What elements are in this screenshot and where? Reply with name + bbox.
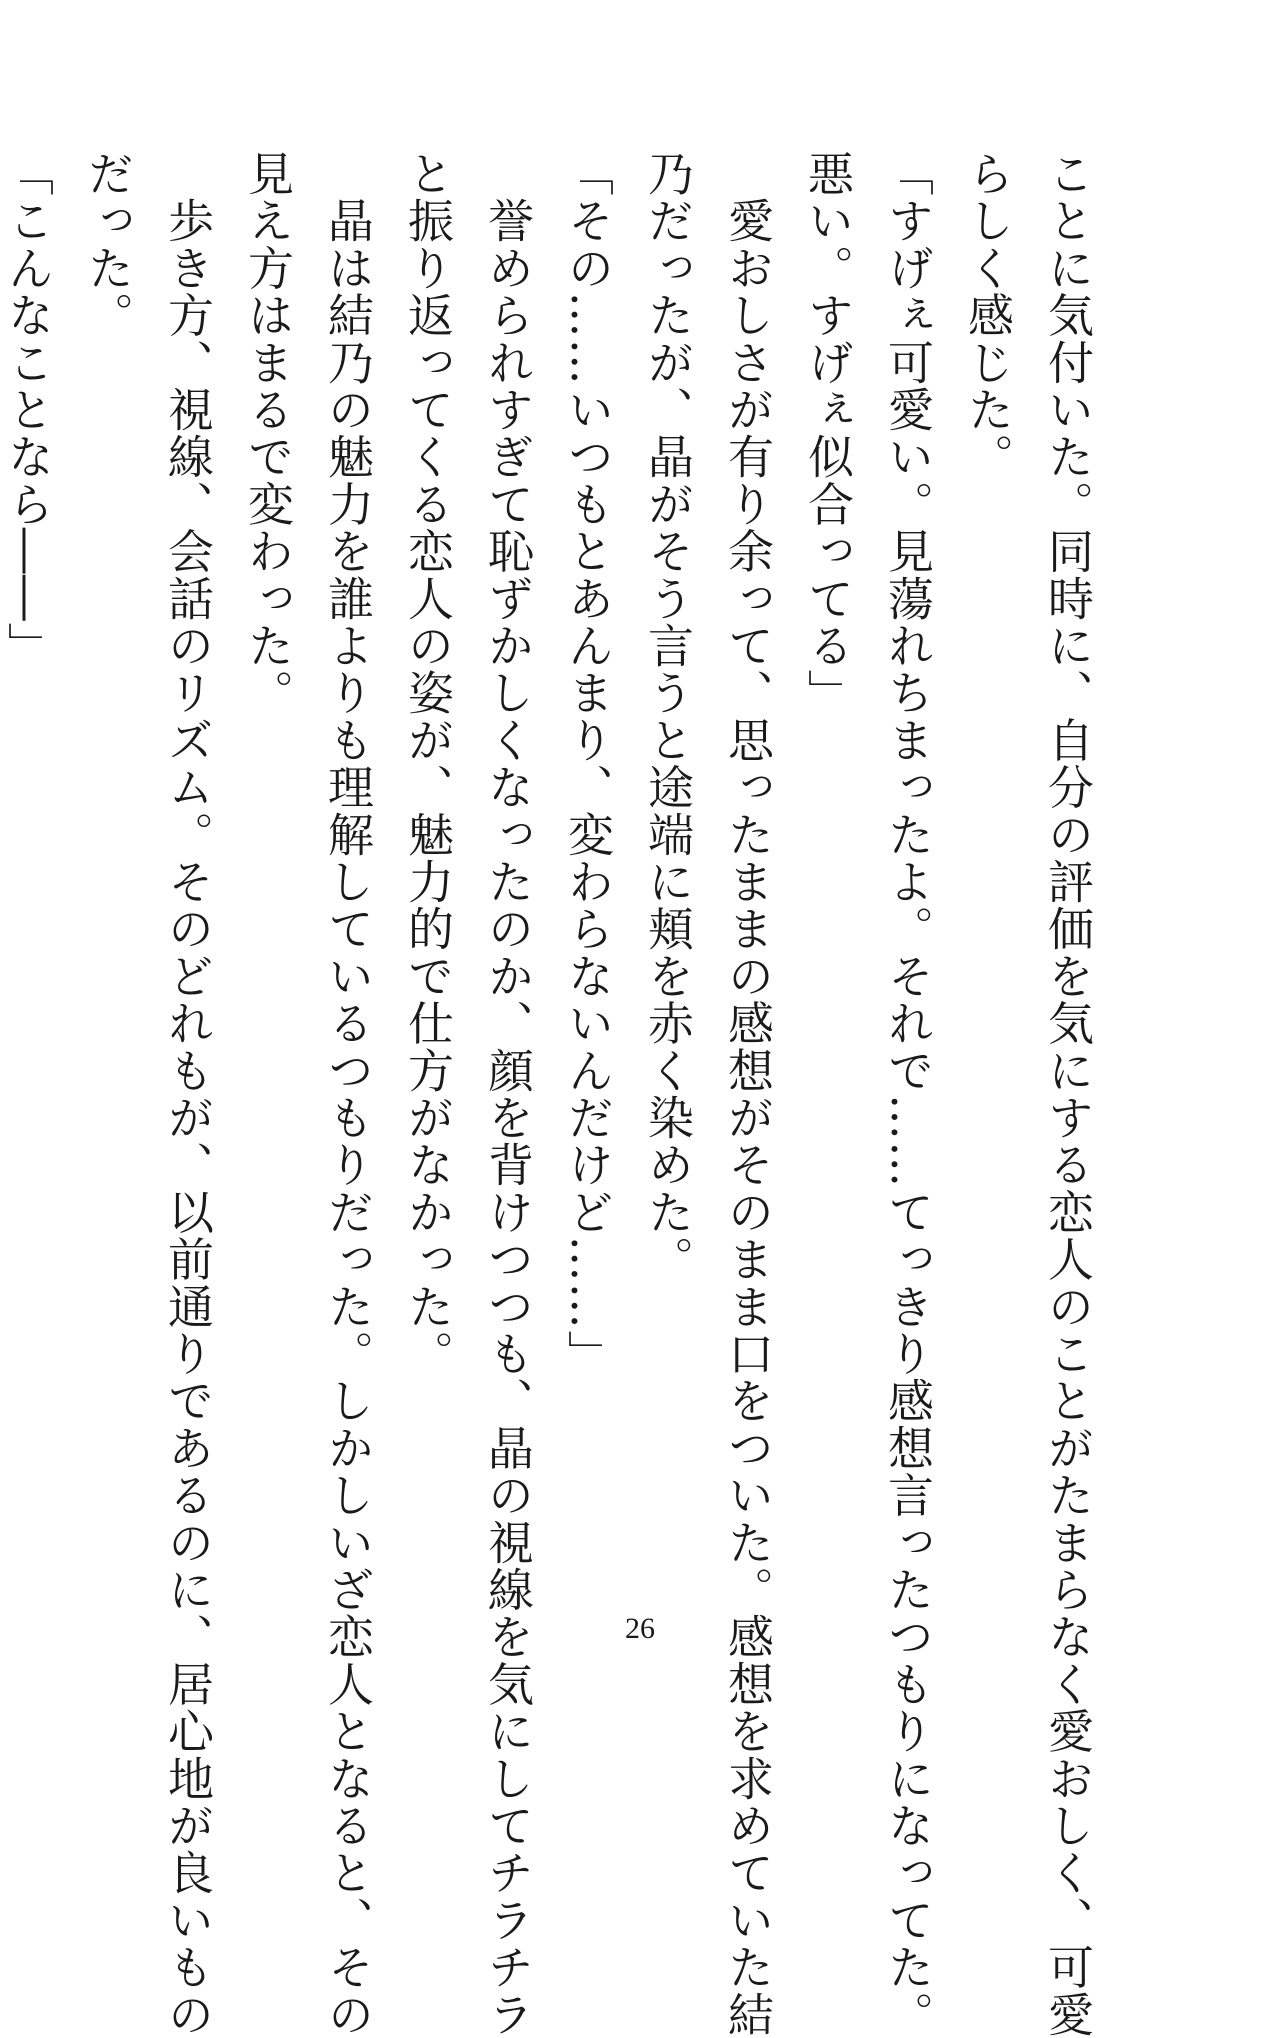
page-number: 26 — [625, 1612, 655, 1645]
text-line: 「すげぇ可愛い。見蕩れちまったよ。それで……てっきり感想言ったつもりになってた。 — [881, 150, 935, 2038]
text-line: 歩き方、視線、会話のリズム。そのどれもが、以前通りであるのに、居心地が良いもの — [161, 150, 215, 2038]
text-line: らしく感じた。 — [961, 150, 1015, 481]
text-line: 晶は結乃の魅力を誰よりも理解しているつもりだった。しかしいざ恋人となると、その — [321, 150, 375, 2038]
text-line: だった。 — [81, 150, 135, 339]
text-line: 見え方はまるで変わった。 — [241, 150, 295, 717]
text-line: 「こんなことなら――」 — [1, 150, 55, 670]
text-line: ことに気付いた。同時に、自分の評価を気にする恋人のことがたまらなく愛おしく、可愛 — [1041, 150, 1095, 2038]
text-line: 誉められすぎて恥ずかしくなったのか、顔を背けつつも、晶の視線を気にしてチラチラ — [481, 150, 535, 2038]
text-line: 乃だったが、晶がそう言うと途端に頬を赤く染めた。 — [641, 150, 695, 1283]
text-line: 悪い。すげぇ似合ってる」 — [801, 150, 855, 717]
text-line: 「その……いつもとあんまり、変わらないんだけど……」 — [561, 150, 615, 1378]
text-line: と振り返ってくる恋人の姿が、魅力的で仕方がなかった。 — [401, 150, 455, 1378]
text-line: 愛おしさが有り余って、思ったままの感想がそのまま口をついた。感想を求めていた結 — [721, 150, 775, 2038]
